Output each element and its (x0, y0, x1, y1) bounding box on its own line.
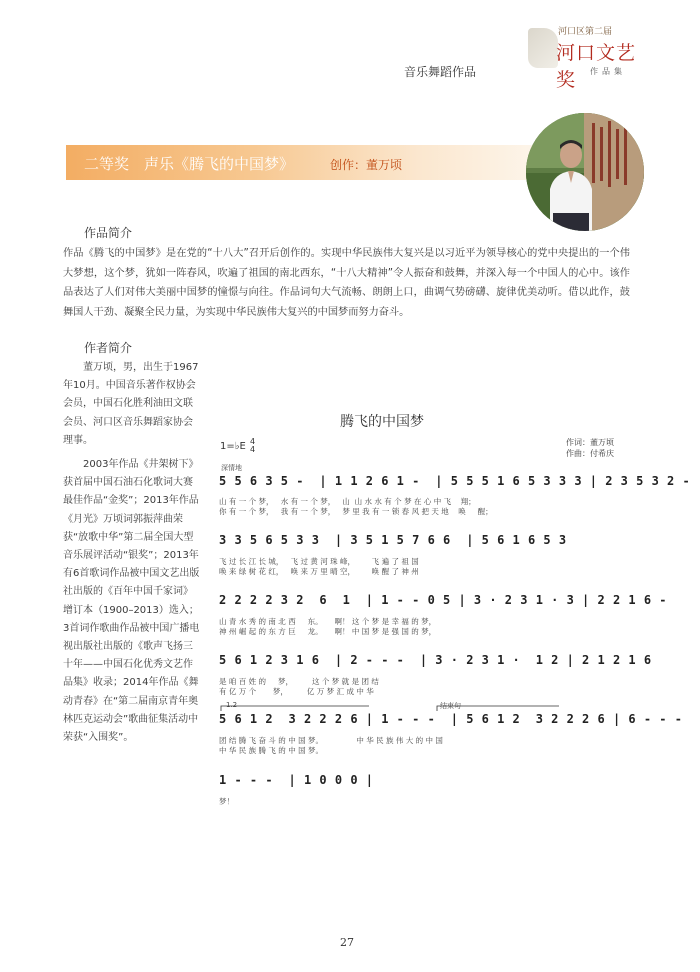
score-row-3-notes: 2 2 2 2 3 2 6 1 | 1 - - 0 5 | 3 · 2 3 1 · 3 | 2 2 1 6 - (219, 593, 668, 607)
score-row-5-lyrics-2: 中 华 民 族 腾 飞 的 中 国 梦。 (219, 746, 323, 755)
score-row-4-notes: 5 6 1 2 3 1 6 | 2 - - - | 3 · 2 3 1 · 1 2 | 2 1 2 1 6 (219, 653, 652, 667)
composer: 作曲：付希庆 (566, 449, 614, 458)
score-row-5-lyrics-1: 团 结 腾 飞 奋 斗 的 中 国 梦。 中 华 民 族 伟 大 的 中 国 (219, 736, 443, 745)
score-title: 腾飞的中国梦 (340, 414, 424, 430)
credits-block (566, 437, 614, 459)
score-row-2-notes: 3 3 5 6 5 3 3 | 3 5 1 5 7 6 6 | 5 6 1 6 5 3 (219, 533, 567, 547)
score-row-1-lyrics-1: 山 有 一 个 梦， 水 有 一 个 梦， 山 山 水 水 有 个 梦 在 心 中 飞 翔； (219, 497, 476, 506)
tempo-marking: 深情地 (221, 464, 242, 472)
score-row-2-lyrics-1: 飞 过 长 江 长 城， 飞 过 黄 河 珠 峰， 飞 遍 了 祖 国 (219, 557, 419, 566)
score-row-4-lyrics-1: 是 咱 百 姓 的 梦， 这 个 梦 就 是 团 结 (219, 677, 379, 686)
time-signature (250, 438, 255, 454)
repeat-bracket (219, 705, 619, 711)
bio-text (63, 359, 200, 747)
coda-marker: 结束句 (440, 702, 461, 710)
bio-paragraph-1: 董万顷，男，出生于1967年10月。中国音乐著作权协会会员，中国石化胜利油田文联会员、河口区音乐舞蹈家协会理事。 (63, 362, 199, 446)
score-row-3-lyrics-2: 神 州 崛 起 的 东 方 巨 龙。 啊！ 中 国 梦 是 强 国 的 梦， (219, 627, 437, 636)
key-text: 1=♭E (220, 441, 246, 452)
page-number: 27 (340, 936, 354, 949)
score-row-6-lyrics-1: 梦！ (219, 797, 234, 806)
key-signature (220, 438, 255, 454)
score-row-6-notes: 1 - - - | 1 0 0 0 | (219, 773, 374, 787)
score-row-5-notes: 5 6 1 2 3 2 2 2 6 | 1 - - - | 5 6 1 2 3 2 2 2 6 | 6 - - - (219, 712, 683, 726)
repeat-ending-marker: 1.2 (226, 701, 238, 709)
banner-title (84, 153, 402, 174)
logo-title: 河口文艺奖 (556, 42, 637, 91)
author-photo (526, 113, 644, 231)
time-top: 4 (249, 437, 256, 446)
score-row-1-lyrics-2: 你 有 一 个 梦， 我 有 一 个 梦， 梦 里 我 有 一 锁 春 风 把 天 地 唤 醒； (219, 507, 493, 516)
award-title: 二等奖 声乐《腾飞的中国梦》 (84, 155, 295, 173)
section-label: 音乐舞蹈作品 (404, 65, 477, 79)
author-photo-image (526, 113, 644, 231)
brush-stroke-decoration (528, 28, 558, 68)
intro-heading: 作品简介 (84, 226, 133, 240)
bio-heading: 作者简介 (84, 341, 133, 355)
time-bottom: 4 (249, 445, 256, 454)
score-row-3-lyrics-1: 山 青 水 秀 的 南 北 西 东。 啊！ 这 个 梦 是 幸 福 的 梦， (219, 617, 437, 626)
lyricist: 作词：董万顷 (566, 438, 614, 447)
award-logo (520, 22, 650, 91)
score-row-2-lyrics-2: 唤 来 绿 树 花 红， 唤 来 万 里 晴 空， 唤 醒 了 神 州 (219, 567, 419, 576)
score-row-1-notes: 5 5 6 3 5 - | 1 1 2 6 1 - | 5 5 5 1 6 5 3 3 3 | 2 3 5 3 2 - (219, 474, 691, 488)
logo-collection: 作品集 (590, 67, 626, 76)
bio-paragraph-2: 2003年作品《井架树下》获首届中国石油石化歌词大赛最佳作品“金奖”；2013年作品《月光》万顷词郭振萍曲荣获“放歌中华”第二届全国大型音乐展评活动“银奖”；2013年有6首歌词作品被中国文艺出版社出版的《百年中国千家词》增订本（1900–2013）选入；3首词作歌曲作品被中国广播电视出版社出版的《歌声飞扬三十年——中国石化优秀文艺作品集》收录；2014年作品《舞动青春》在“第二届南京青年奥林匹克运动会”歌曲征集活动中荣获“入围奖”。 (63, 459, 200, 744)
score-row-4-lyrics-2: 有 亿 万 个 梦， 亿 万 梦 汇 成 中 华 (219, 687, 374, 696)
logo-subtitle: 河口区第二届 (558, 27, 613, 37)
intro-text: 作品《腾飞的中国梦》是在党的“十八大”召开后创作的。实现中华民族伟大复兴是以习近平为领导核心的党中央提出的一个伟大梦想，这个梦，犹如一阵春风，吹遍了祖国的南北西东，“十八大精神”令人振奋和鼓舞，并深入每一个中国人的心中。该作品表达了人们对伟大美丽中国梦的憧憬与向往。作品词句大气流畅、朗朗上口，曲调气势磅礴、旋律优美动听。借以此作，鼓舞国人干劲、凝聚全民力量，为实现中华民族伟大复兴的中国梦而努力奋斗。 (63, 248, 630, 318)
author-credit: 创作：董万顷 (330, 158, 403, 172)
